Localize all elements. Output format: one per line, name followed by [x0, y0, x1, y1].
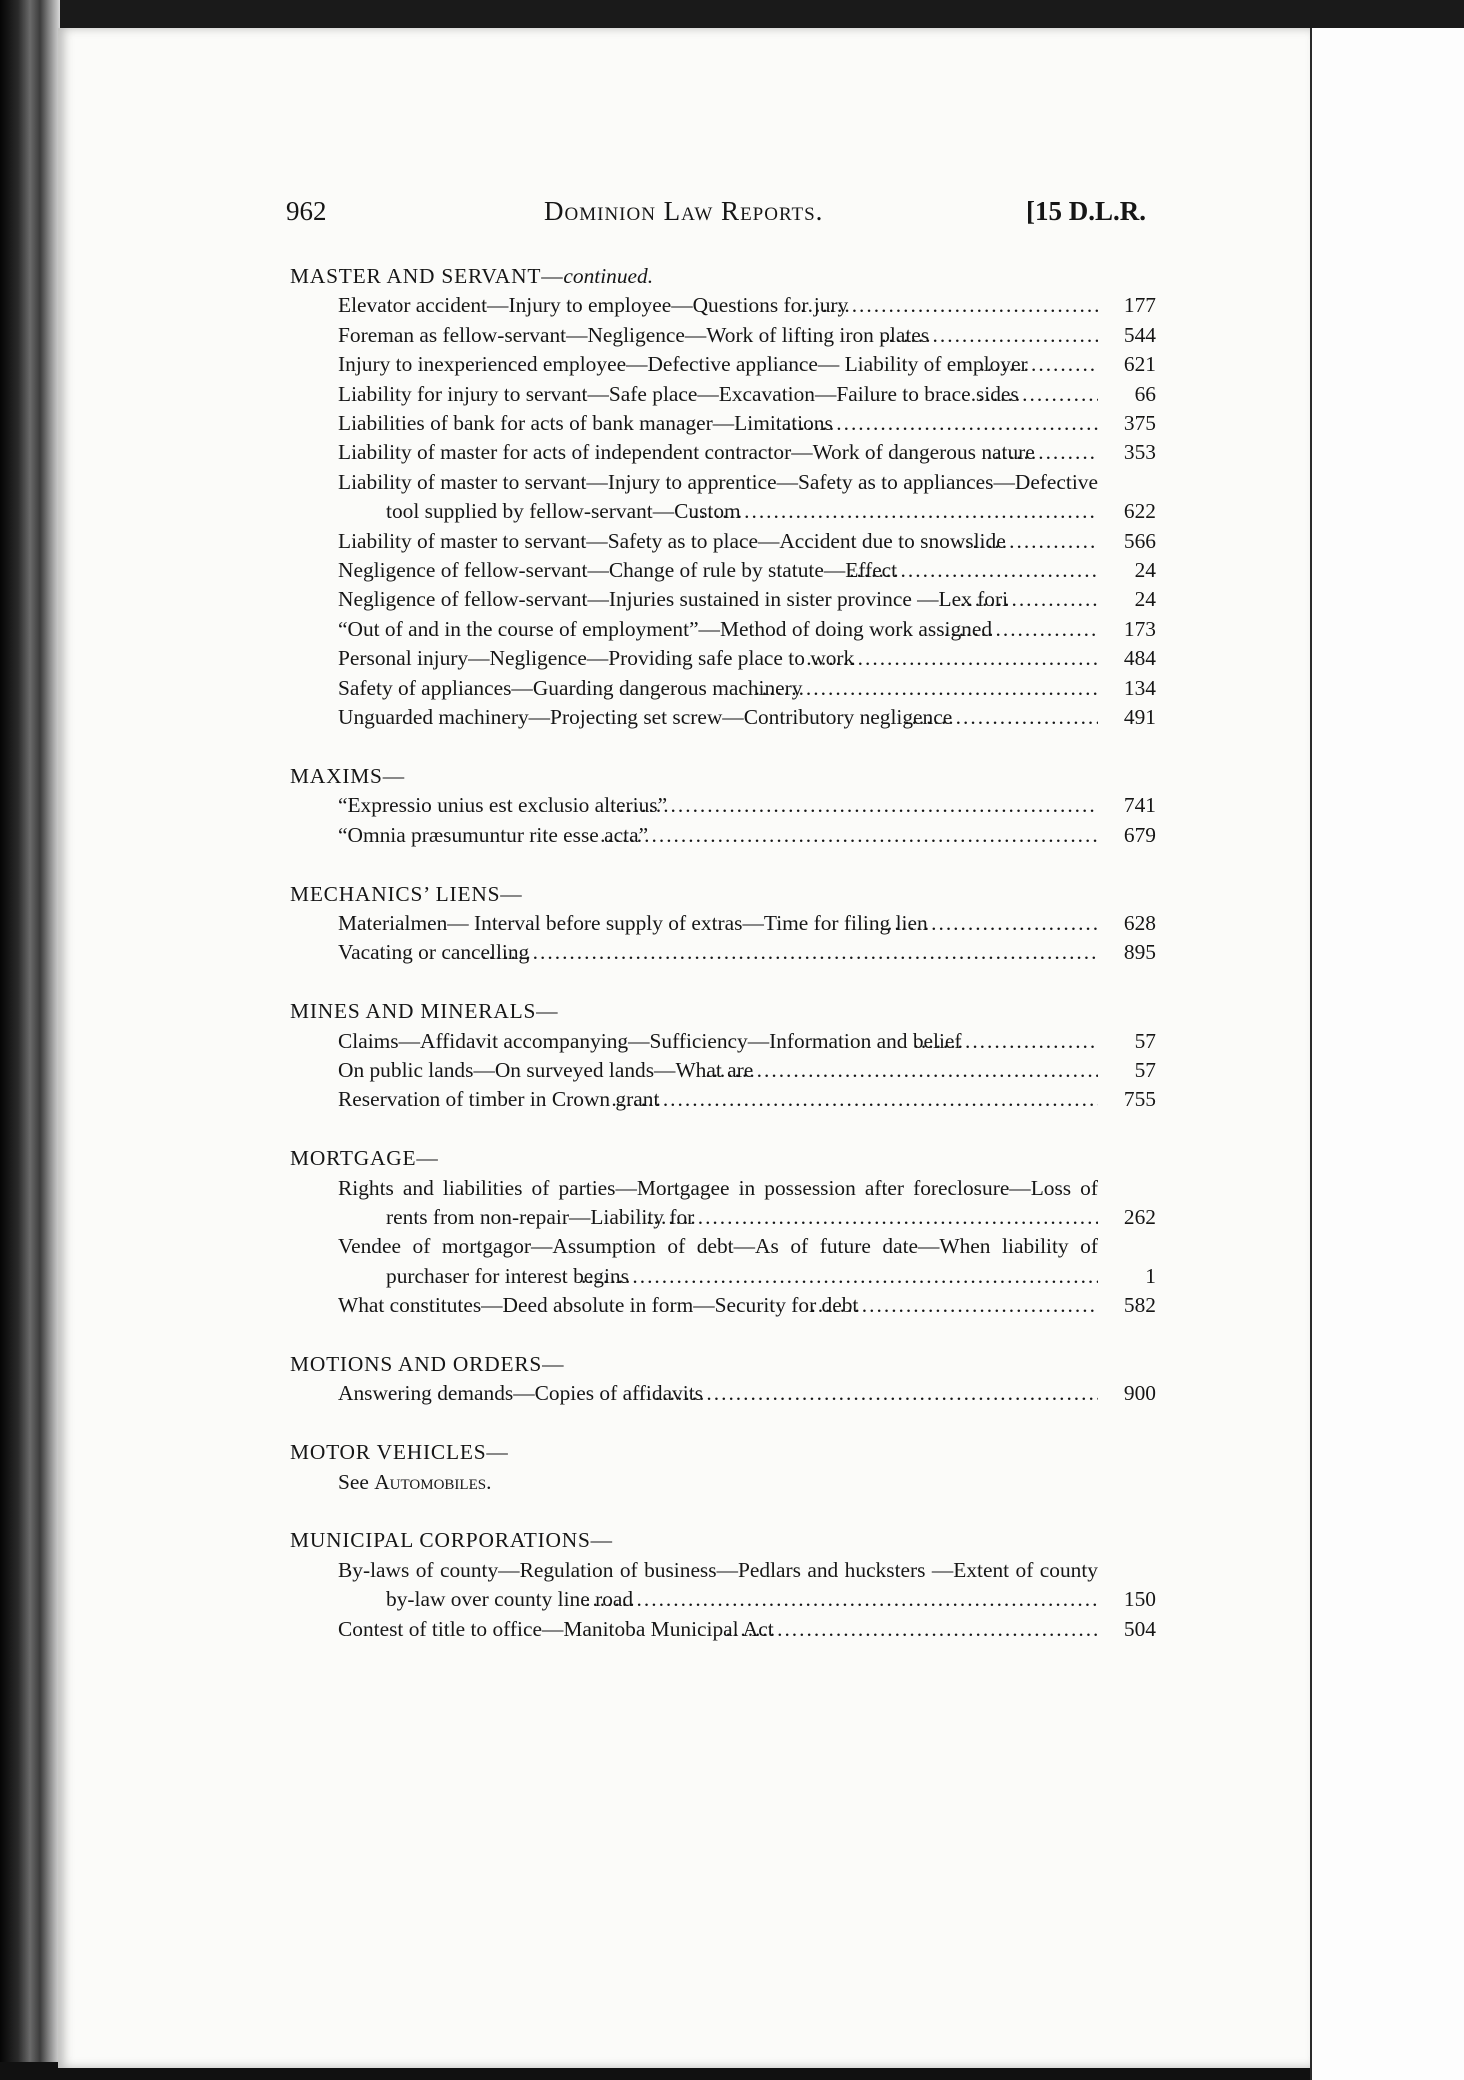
index-section [286, 1350, 1156, 1409]
section-heading-text: MECHANICS’ LIENS— [290, 881, 523, 906]
entry-text-content: “Out of and in the course of employment”—Method of doing work assigned ..... [338, 617, 992, 641]
index-section [286, 1144, 1156, 1320]
section-gap [286, 1321, 1156, 1350]
section-heading [286, 762, 1156, 791]
index-content [286, 262, 1156, 1644]
section-heading-text: MAXIMS— [290, 763, 405, 788]
entry-page-number: 895 [1123, 940, 1156, 965]
index-entry [286, 350, 1156, 379]
entry-text-content: Personal injury—Negligence—Providing safe place to work ..... [338, 646, 854, 670]
index-entry [286, 703, 1156, 732]
entry-text-content: Negligence of fellow-servant—Injuries sustained in sister province —Lex fori ..... [338, 587, 1008, 611]
entry-text-content: On public lands—On surveyed lands—What are ..... [338, 1058, 753, 1082]
entry-page-number: 741 [1123, 793, 1156, 818]
entry-page-number: 353 [1123, 440, 1156, 465]
entry-page-number: 679 [1123, 822, 1156, 847]
entry-text [286, 674, 1098, 703]
see-also [286, 1468, 1156, 1497]
entry-text-content: Materialmen— Interval before supply of extras—Time for filing lien ..... [338, 911, 928, 935]
entry-text [286, 644, 1098, 673]
section-heading-text: MOTOR VEHICLES— [290, 1440, 509, 1465]
index-section [286, 997, 1156, 1115]
entry-text-content: Safety of appliances—Guarding dangerous machinery ..... [338, 676, 803, 700]
entry-page-number: 544 [1123, 322, 1156, 347]
index-entry [286, 1615, 1156, 1644]
index-entry [286, 615, 1156, 644]
index-entry [286, 1379, 1156, 1408]
entry-text [286, 438, 1098, 467]
index-entry [286, 674, 1156, 703]
entry-page-number: 173 [1123, 616, 1156, 641]
index-entry [286, 438, 1156, 467]
index-entry [286, 909, 1156, 938]
entry-text-content: Negligence of fellow-servant—Change of rule by statute—Effect ..... [338, 558, 897, 582]
index-entry [286, 1232, 1156, 1291]
entry-page-number: 491 [1123, 705, 1156, 730]
entry-text-content: What constitutes—Deed absolute in form—Security for debt ..... [338, 1293, 858, 1317]
entry-text-content: “Omnia præsumuntur rite esse acta” ..... [338, 823, 648, 847]
index-entry [286, 468, 1156, 527]
entry-text-content: Liability of master to servant—Injury to apprentice—Safety as to appliances—Defective tool supplied by fellow-servant—Custom ..... [338, 470, 1098, 523]
section-gap [286, 733, 1156, 762]
entry-text [286, 938, 1098, 967]
index-entry [286, 1085, 1156, 1114]
entry-text [286, 1379, 1098, 1408]
entry-text [286, 1291, 1098, 1320]
section-gap [286, 1497, 1156, 1526]
section-heading-text: MUNICIPAL CORPORATIONS— [290, 1528, 613, 1553]
entry-text-content: Unguarded machinery—Projecting set screw—Contributory negligence ..... [338, 705, 952, 729]
entry-text [286, 409, 1098, 438]
index-entry [286, 380, 1156, 409]
entry-text [286, 1056, 1098, 1085]
entry-text [286, 1174, 1098, 1233]
entry-page-number: 484 [1123, 646, 1156, 671]
entry-text [286, 909, 1098, 938]
entry-text [286, 321, 1098, 350]
index-entry [286, 527, 1156, 556]
entry-text [286, 1232, 1098, 1291]
entry-text-content: Liabilities of bank for acts of bank manager—Limitations ..... [338, 411, 833, 435]
entry-text-content: Rights and liabilities of parties—Mortgagee in possession after foreclosure—Loss of rents from non-repair—Liability for ..... [338, 1176, 1098, 1229]
entry-text-content: Liability of master for acts of independent contractor—Work of dangerous nature ..... [338, 440, 1035, 464]
entry-page-number: 57 [1134, 1028, 1156, 1053]
running-title: Dominion Law Reports. [544, 196, 824, 226]
section-gap [286, 850, 1156, 879]
entry-page-number: 582 [1123, 1293, 1156, 1318]
index-entry [286, 585, 1156, 614]
section-heading-text: MORTGAGE— [290, 1146, 439, 1171]
entry-page-number: 628 [1123, 910, 1156, 935]
index-section [286, 762, 1156, 850]
entry-page-number: 24 [1134, 558, 1156, 583]
entry-text [286, 1085, 1098, 1114]
entry-text [286, 291, 1098, 320]
index-section [286, 262, 1156, 733]
see-prefix: See [338, 1469, 375, 1494]
index-entry [286, 938, 1156, 967]
entry-page-number: 900 [1123, 1381, 1156, 1406]
section-gap [286, 1409, 1156, 1438]
entry-page-number: 24 [1134, 587, 1156, 612]
section-heading [286, 1350, 1156, 1379]
entry-text-content: Claims—Affidavit accompanying—Sufficiency—Information and belief ..... [338, 1029, 962, 1053]
volume-reference: [15 D.L.R. [1026, 196, 1146, 226]
section-heading-text: MINES AND MINERALS— [290, 999, 559, 1024]
entry-text [286, 791, 1098, 820]
entry-text [286, 1615, 1098, 1644]
index-entry [286, 1291, 1156, 1320]
entry-page-number: 177 [1123, 293, 1156, 318]
entry-text [286, 350, 1098, 379]
section-heading [286, 997, 1156, 1026]
entry-text [286, 821, 1098, 850]
entry-text [286, 556, 1098, 585]
entry-page-number: 621 [1123, 352, 1156, 377]
section-heading [286, 1438, 1156, 1467]
entry-text-content: Liability of master to servant—Safety as to place—Accident due to snowslide ..... [338, 529, 1006, 553]
section-heading [286, 1526, 1156, 1555]
index-entry [286, 821, 1156, 850]
section-heading-continued: continued. [563, 264, 654, 288]
entry-text [286, 380, 1098, 409]
index-entry [286, 644, 1156, 673]
index-section [286, 880, 1156, 968]
index-entry [286, 1027, 1156, 1056]
index-entry [286, 409, 1156, 438]
entry-page-number: 262 [1123, 1204, 1156, 1229]
entry-page-number: 755 [1123, 1087, 1156, 1112]
entry-page-number: 134 [1123, 675, 1156, 700]
index-section [286, 1526, 1156, 1644]
index-entry [286, 1056, 1156, 1085]
entry-page-number: 150 [1123, 1587, 1156, 1612]
index-section [286, 1438, 1156, 1497]
section-gap [286, 1115, 1156, 1144]
section-heading-text: MASTER AND SERVANT— [290, 264, 564, 288]
entry-page-number: 57 [1134, 1057, 1156, 1082]
entry-text [286, 1556, 1098, 1615]
page-number: 962 [286, 196, 327, 226]
entry-page-number: 375 [1123, 411, 1156, 436]
section-heading [286, 880, 1156, 909]
book-binding [0, 0, 60, 2080]
see-reference: Automobiles. [374, 1469, 492, 1494]
entry-text-content: Contest of title to office—Manitoba Municipal Act ..... [338, 1617, 774, 1641]
entry-text-content: Elevator accident—Injury to employee—Questions for jury ..... [338, 293, 848, 317]
entry-page-number: 622 [1123, 499, 1156, 524]
entry-text [286, 615, 1098, 644]
entry-text-content: Answering demands—Copies of affidavits ..... [338, 1381, 703, 1405]
entry-text-content: Vacating or cancelling ..... [338, 940, 529, 964]
entry-text [286, 1027, 1098, 1056]
entry-text-content: Injury to inexperienced employee—Defective appliance— Liability of employer ..... [338, 352, 1028, 376]
entry-page-number: 66 [1134, 381, 1156, 406]
index-entry [286, 556, 1156, 585]
entry-text-content: Reservation of timber in Crown grant ..... [338, 1087, 659, 1111]
entry-text-content: “Expressio unius est exclusio alterius” ..... [338, 793, 667, 817]
entry-text-content: By-laws of county—Regulation of business—Pedlars and hucksters —Extent of county by-law over county line road ..... [338, 1558, 1098, 1611]
entry-text [286, 703, 1098, 732]
entry-text-content: Liability for injury to servant—Safe place—Excavation—Failure to brace sides ..... [338, 382, 1019, 406]
entry-text [286, 527, 1098, 556]
entry-text-content: Foreman as fellow-servant—Negligence—Work of lifting iron plates ..... [338, 323, 929, 347]
section-heading [286, 1144, 1156, 1173]
index-entry [286, 1556, 1156, 1615]
index-entry [286, 791, 1156, 820]
entry-text [286, 468, 1098, 527]
adjacent-page-edge [1310, 28, 1464, 2080]
index-entry [286, 1174, 1156, 1233]
entry-text [286, 585, 1098, 614]
index-entry [286, 321, 1156, 350]
entry-page-number: 566 [1123, 528, 1156, 553]
entry-page-number: 504 [1123, 1616, 1156, 1641]
section-gap [286, 968, 1156, 997]
running-header [286, 196, 1146, 236]
section-heading-text: MOTIONS AND ORDERS— [290, 1351, 565, 1376]
index-entry [286, 291, 1156, 320]
entry-page-number: 1 [1145, 1263, 1156, 1288]
section-heading [286, 262, 1156, 291]
entry-text-content: Vendee of mortgagor—Assumption of debt—As of future date—When liability of purchaser for interest begins ..... [338, 1234, 1098, 1287]
